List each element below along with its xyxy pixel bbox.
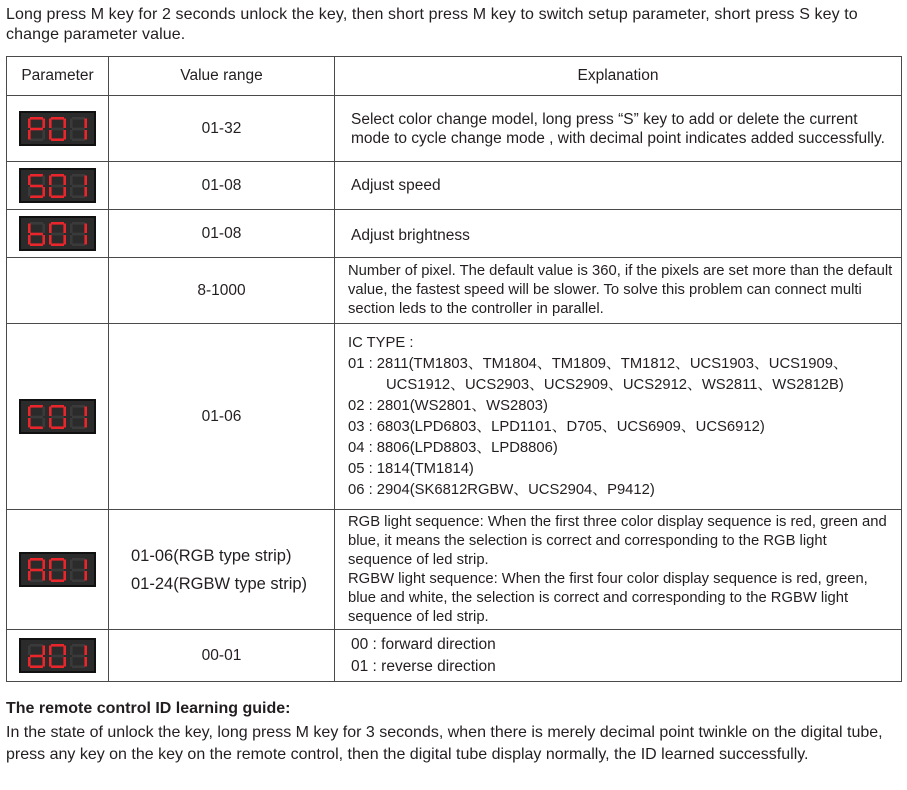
led-display-b01 — [19, 216, 96, 251]
explanation — [335, 510, 902, 630]
header-explanation: Explanation — [335, 57, 902, 96]
explanation: Adjust speed — [335, 162, 902, 210]
ic-type-title: IC TYPE : — [348, 334, 414, 351]
value-range: 01-08 — [109, 210, 335, 258]
direction-forward: 00 : forward direction — [351, 635, 496, 653]
value-range: 01-08 — [109, 162, 335, 210]
seven-segment-digit — [70, 222, 87, 246]
range-rgb: 01-06(RGB type strip) — [131, 546, 292, 565]
value-range: 00-01 — [109, 630, 335, 682]
value-range: 01-06 — [109, 324, 335, 510]
ic-type-item: 01 : 2811(TM1803、TM1804、TM1809、TM1812、UCS1903、UCS1909、 — [348, 355, 848, 372]
seven-segment-digit — [49, 644, 66, 668]
table-row — [7, 210, 902, 258]
explanation — [335, 630, 902, 682]
header-value-range: Value range — [109, 57, 335, 96]
table-row — [7, 258, 902, 324]
parameter-table — [6, 56, 902, 682]
remote-guide-body: In the state of unlock the key, long press M key for 3 seconds, when there is merely decimal point twinkle on the digital tube, press any key on the key on the remote control, then the digital tube display normally, the ID learned successfully. — [6, 724, 883, 763]
led-display-a01 — [19, 552, 96, 587]
range-rgbw: 01-24(RGBW type strip) — [131, 574, 308, 593]
table-row — [7, 96, 902, 162]
header-parameter: Parameter — [7, 57, 109, 96]
seven-segment-digit — [28, 405, 45, 429]
value-range: 01-32 — [109, 96, 335, 162]
led-display-d01 — [19, 638, 96, 673]
explanation-rgbw: RGBW light sequence: When the first four color display sequence is red, green, blue and white, the selection is correct and corresponding to the RGBW light sequence of led strip. — [348, 570, 868, 625]
ic-type-item: 06 : 2904(SK6812RGBW、UCS2904、P9412) — [348, 481, 655, 498]
table-row — [7, 324, 902, 510]
table-header-row — [7, 57, 902, 96]
seven-segment-digit — [28, 174, 45, 198]
ic-type-list — [335, 324, 902, 510]
intro-text: Long press M key for 2 seconds unlock the key, then short press M key to switch setup parameter, short press S key to change parameter value. — [6, 6, 858, 43]
table-row — [7, 162, 902, 210]
led-display-c01 — [19, 399, 96, 434]
ic-type-item: 02 : 2801(WS2801、WS2803) — [348, 397, 548, 414]
seven-segment-digit — [49, 174, 66, 198]
led-display-s01 — [19, 168, 96, 203]
seven-segment-digit — [28, 644, 45, 668]
ic-type-item: 04 : 8806(LPD8803、LPD8806) — [348, 439, 558, 456]
explanation: Number of pixel. The default value is 360, if the pixels are set more than the default value, the fastest speed will be slower. To solve this problem can connect multi section leds to the controller in parallel. — [335, 258, 902, 324]
table-row — [7, 630, 902, 682]
seven-segment-digit — [49, 558, 66, 582]
seven-segment-digit — [70, 558, 87, 582]
ic-type-item: 03 : 6803(LPD6803、LPD1101、D705、UCS6909、UCS6912) — [348, 418, 765, 435]
seven-segment-digit — [70, 644, 87, 668]
ic-type-item: 05 : 1814(TM1814) — [348, 460, 474, 477]
value-range: 8-1000 — [109, 258, 335, 324]
value-range — [109, 510, 335, 630]
ic-type-item-continued: UCS1912、UCS2903、UCS2909、UCS2912、WS2811、WS2812B) — [386, 376, 844, 393]
led-display-p01 — [19, 111, 96, 146]
seven-segment-digit — [49, 222, 66, 246]
explanation: Select color change model, long press “S” key to add or delete the current mode to cycle change mode , with decimal point indicates added successfully. — [335, 96, 902, 162]
seven-segment-digit — [70, 117, 87, 141]
explanation: Adjust brightness — [335, 210, 902, 258]
explanation-rgb: RGB light sequence: When the first three color display sequence is red, green and blue, it means the selection is correct and corresponding to the RGB light sequence of led strip. — [348, 513, 887, 568]
seven-segment-digit — [28, 558, 45, 582]
remote-guide-title: The remote control ID learning guide: — [6, 700, 291, 717]
seven-segment-digit — [49, 117, 66, 141]
direction-reverse: 01 : reverse direction — [351, 657, 496, 675]
empty-display-cell — [7, 258, 109, 324]
seven-segment-digit — [70, 174, 87, 198]
seven-segment-digit — [49, 405, 66, 429]
table-row — [7, 510, 902, 630]
seven-segment-digit — [28, 222, 45, 246]
seven-segment-digit — [28, 117, 45, 141]
seven-segment-digit — [70, 405, 87, 429]
